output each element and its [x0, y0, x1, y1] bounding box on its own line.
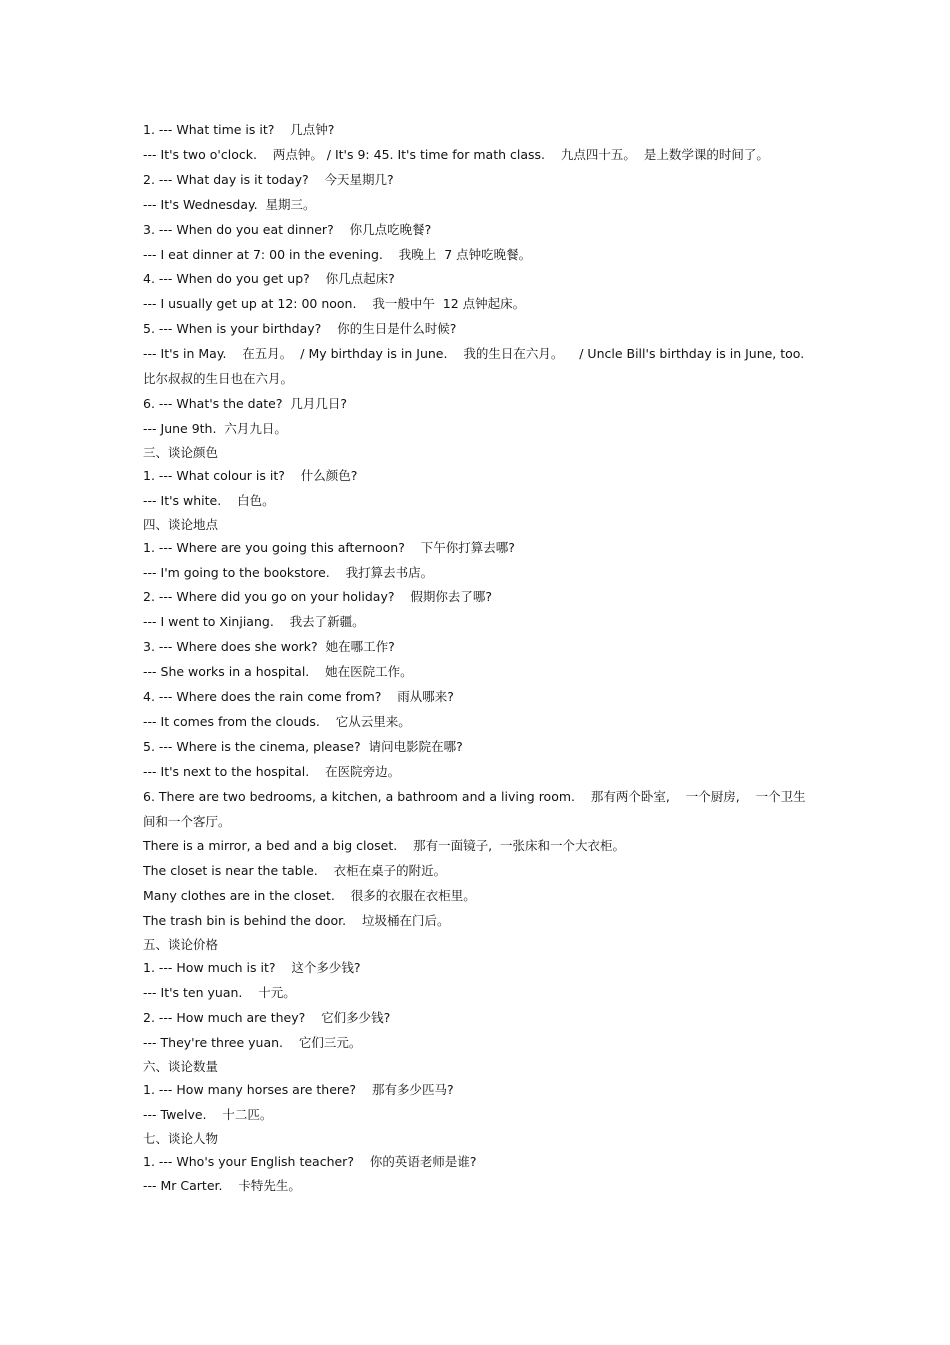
- text-line: --- I usually get up at 12: 00 noon. 我一般中午 12 点钟起床。: [143, 296, 526, 312]
- text-line: 1. --- Where are you going this afternoon? 下午你打算去哪?: [143, 539, 515, 555]
- text-line: --- I eat dinner at 7: 00 in the evening. 我晚上 7 点钟吃晚餐。: [143, 246, 532, 262]
- text-line: The trash bin is behind the door. 垃圾桶在门后。: [143, 913, 450, 929]
- section-heading: 六、谈论数量: [143, 1058, 219, 1074]
- text-line: --- It's next to the hospital. 在医院旁边。: [143, 763, 401, 779]
- text-line: 5. --- Where is the cinema, please? 请问电影院在哪?: [143, 738, 463, 754]
- text-line: --- It's two o'clock. 两点钟。 / It's 9: 45. It's time for math class. 九点四十五。 是上数学课的时间了。: [143, 146, 769, 162]
- text-line: --- I went to Xinjiang. 我去了新疆。: [143, 614, 365, 630]
- document-body: [143, 118, 813, 1199]
- text-line: 1. --- What time is it? 几点钟?: [143, 122, 335, 137]
- text-line: --- It's Wednesday. 星期三。: [143, 196, 316, 212]
- text-line: 1. --- How many horses are there? 那有多少匹马?: [143, 1081, 454, 1097]
- text-line: 4. --- When do you get up? 你几点起床?: [143, 271, 395, 287]
- section-heading: 七、谈论人物: [143, 1130, 219, 1146]
- text-line: 6. There are two bedrooms, a kitchen, a bathroom and a living room. 那有两个卧室, 一个厨房, 一个卫生间和一个客厅。: [143, 788, 806, 829]
- text-line: 2. --- What day is it today? 今天星期几?: [143, 171, 394, 187]
- text-line: --- They're three yuan. 它们三元。: [143, 1034, 362, 1050]
- text-line: 3. --- When do you eat dinner? 你几点吃晚餐?: [143, 221, 432, 237]
- text-line: --- It comes from the clouds. 它从云里来。: [143, 713, 411, 729]
- section-heading: 四、谈论地点: [143, 516, 219, 532]
- text-line: --- I'm going to the bookstore. 我打算去书店。: [143, 564, 434, 580]
- text-line: --- It's ten yuan. 十元。: [143, 985, 296, 1000]
- text-line: --- June 9th. 六月九日。: [143, 420, 287, 436]
- text-line: 2. --- How much are they? 它们多少钱?: [143, 1009, 391, 1025]
- text-line: 2. --- Where did you go on your holiday? 假期你去了哪?: [143, 589, 493, 605]
- text-line: --- Mr Carter. 卡特先生。: [143, 1178, 301, 1194]
- text-line: 1. --- How much is it? 这个多少钱?: [143, 960, 361, 976]
- text-line: --- She works in a hospital. 她在医院工作。: [143, 664, 413, 680]
- text-line: 1. --- What colour is it? 什么颜色?: [143, 467, 358, 483]
- text-line: --- Twelve. 十二匹。: [143, 1106, 273, 1122]
- text-line: 4. --- Where does the rain come from? 雨从哪来?: [143, 689, 454, 705]
- text-line: There is a mirror, a bed and a big closet. 那有一面镜子, 一张床和一个大衣柜。: [143, 838, 626, 854]
- text-line: 3. --- Where does she work? 她在哪工作?: [143, 639, 395, 655]
- section-heading: 五、谈论价格: [143, 937, 219, 953]
- text-line: --- It's white. 白色。: [143, 492, 275, 508]
- text-line: 1. --- Who's your English teacher? 你的英语老师是谁?: [143, 1153, 477, 1169]
- text-line: 5. --- When is your birthday? 你的生日是什么时候?: [143, 321, 457, 337]
- section-heading: 三、谈论颜色: [143, 444, 219, 460]
- text-line: 6. --- What's the date? 几月几日?: [143, 395, 348, 411]
- text-line: --- It's in May. 在五月。 / My birthday is in June. 我的生日在六月。 / Uncle Bill's birthday is in June, too. 比尔叔叔的生日也在六月。: [143, 346, 813, 387]
- text-line: Many clothes are in the closet. 很多的衣服在衣柜里。: [143, 888, 476, 904]
- text-line: The closet is near the table. 衣柜在桌子的附近。: [143, 863, 447, 879]
